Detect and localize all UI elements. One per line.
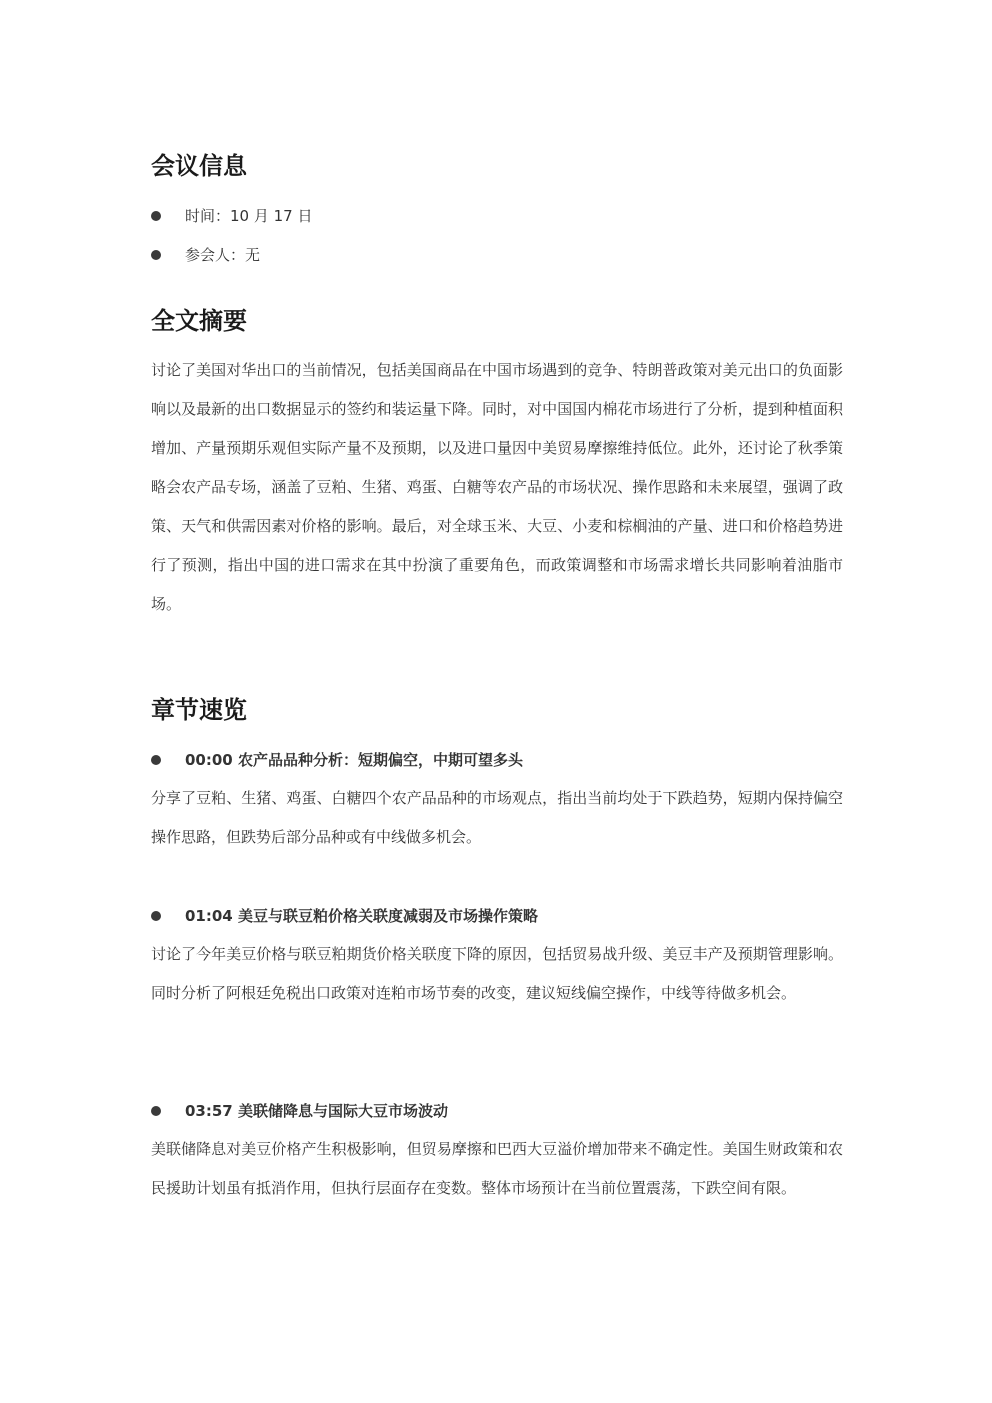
bullet-icon <box>151 250 161 260</box>
meeting-info-heading: 会议信息 <box>151 152 247 180</box>
bullet-icon <box>151 211 161 221</box>
chapter-title: 01:04 美豆与联豆粕价格关联度减弱及市场操作策略 <box>185 907 538 925</box>
bullet-icon <box>151 755 161 765</box>
meeting-time: 时间：10 月 17 日 <box>185 207 313 225</box>
chapter-title: 03:57 美联储降息与国际大豆市场波动 <box>185 1102 448 1120</box>
chapter-text: 分享了豆粕、生猪、鸡蛋、白糖四个农产品品种的市场观点，指出当前均处于下跌趋势，短期内保持偏空操作思路，但跌势后部分品种或有中线做多机会。 <box>151 789 843 846</box>
summary-text: 讨论了美国对华出口的当前情况，包括美国商品在中国市场遇到的竞争、特朗普政策对美元出口的负面影响以及最新的出口数据显示的签约和装运量下降。同时，对中国国内棉花市场进行了分析，提到种植面积增加、产量预期乐观但实际产量不及预期，以及进口量因中美贸易摩擦维持低位。此外，还讨论了秋季策略会农产品专场，涵盖了豆粕、生猪、鸡蛋、白糖等农产品的市场状况、操作思路和未来展望，强调了政策、天气和供需因素对价格的影响。最后，对全球玉米、大豆、小麦和棕榈油的产量、进口和价格趋势进行了预测，指出中国的进口需求在其中扮演了重要角色，而政策调整和市场需求增长共同影响着油脂市场。 <box>151 361 843 613</box>
bullet-icon <box>151 1106 161 1116</box>
bullet-icon <box>151 911 161 921</box>
chapter-title: 00:00 农产品品种分析：短期偏空，中期可望多头 <box>185 751 523 769</box>
chapters-heading: 章节速览 <box>151 696 247 724</box>
meeting-attendees: 参会人：无 <box>185 246 261 264</box>
chapter-text: 美联储降息对美豆价格产生积极影响，但贸易摩擦和巴西大豆溢价增加带来不确定性。美国生财政策和农民援助计划虽有抵消作用，但执行层面存在变数。整体市场预计在当前位置震荡，下跌空间有限。 <box>151 1140 843 1197</box>
summary-heading: 全文摘要 <box>151 307 247 335</box>
chapter-text: 讨论了今年美豆价格与联豆粕期货价格关联度下降的原因，包括贸易战升级、美豆丰产及预期管理影响。同时分析了阿根廷免税出口政策对连粕市场节奏的改变，建议短线偏空操作，中线等待做多机会。 <box>151 945 843 1002</box>
